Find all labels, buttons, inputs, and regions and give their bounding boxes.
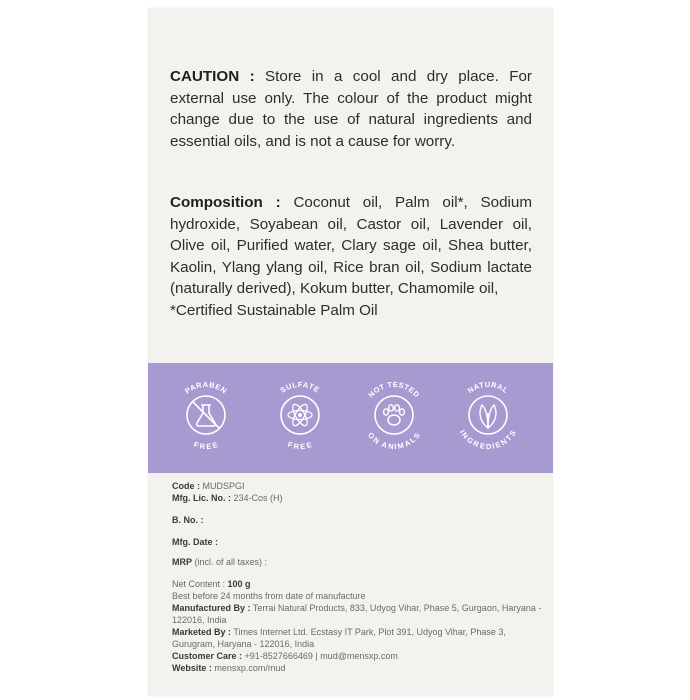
badge-sulfate-top: SULFATE	[278, 379, 322, 395]
info-website: Website : mensxp.com/mud	[172, 663, 286, 673]
svg-text:FREE	[192, 440, 219, 451]
composition-text: Coconut oil, Palm oil*, Sodium hydroxide, Soyabean oil, Castor oil, Lavender oil, Olive oil, Purified water, Clary sage oil, Shea butter, Kaolin, Ylang ylang oil, Rice bran oil, Sodium lactate (naturally derived), Kokum butter, Chamomile oil,	[170, 194, 532, 298]
info-manufactured-by: Manufactured By : Terrai Natural Products, 833, Udyog Vihar, Phase 5, Gurgaon, Haryana - 122016, India	[172, 603, 542, 625]
leaf-icon	[448, 375, 528, 455]
badge-paraben-bottom: FREE	[192, 439, 220, 452]
badge-animals-top: NOT TESTED	[366, 379, 422, 400]
badge-natural-top: NATURAL	[465, 379, 511, 396]
composition-paragraph	[170, 192, 532, 322]
no-paraben-flask-icon	[166, 375, 246, 455]
info-marketed-by: Marketed By : Times Internet Ltd. Ecstasy IT Park, Plot 391, Udyog Vihar, Phase 3, Gurugram, Haryana - 122016, India	[172, 627, 506, 649]
badge-paraben-free	[166, 375, 246, 455]
product-box-panel	[148, 8, 553, 696]
badge-band	[148, 363, 553, 473]
caution-label: CAUTION :	[170, 68, 255, 85]
badge-sulfate-bottom: FREE	[286, 439, 314, 452]
info-code: Code : MUDSPGI	[172, 481, 245, 491]
product-info-block	[172, 480, 542, 674]
info-mfg-lic: Mfg. Lic. No. : 234-Cos (H)	[172, 493, 283, 503]
svg-text:NATURAL	[466, 380, 510, 395]
badge-paraben-top: PARABEN	[183, 379, 229, 396]
svg-text:SULFATE	[279, 380, 322, 395]
svg-text:INGREDIENTS	[458, 428, 518, 451]
atom-icon	[260, 375, 340, 455]
badge-not-tested-on-animals	[354, 375, 434, 455]
info-customer-care: Customer Care : +91-8527666469 | mud@mensxp.com	[172, 651, 398, 661]
svg-text:FREE	[286, 440, 313, 451]
badge-sulfate-free	[260, 375, 340, 455]
badge-animals-bottom: ON ANIMALS	[365, 430, 423, 452]
info-net-content: Net Content : 100 g	[172, 579, 251, 589]
caution-text: Store in a cool and dry place. For external use only. The colour of the product might change due to the use of natural ingredients and essential oils, and is not a cause for worry.	[170, 68, 532, 150]
badge-natural-ingredients	[448, 375, 528, 455]
caution-paragraph	[170, 66, 532, 152]
info-mfg-date: Mfg. Date :	[172, 537, 218, 547]
composition-label: Composition :	[170, 194, 281, 211]
info-best-before: Best before 24 months from date of manufacture	[172, 591, 366, 601]
svg-text:PARABEN	[183, 380, 229, 396]
composition-footnote: *Certified Sustainable Palm Oil	[170, 301, 378, 319]
paw-icon	[354, 375, 434, 455]
badge-natural-bottom: INGREDIENTS	[457, 428, 519, 452]
info-mrp: MRP (incl. of all taxes) :	[172, 557, 268, 567]
info-batch-no: B. No. :	[172, 515, 204, 525]
